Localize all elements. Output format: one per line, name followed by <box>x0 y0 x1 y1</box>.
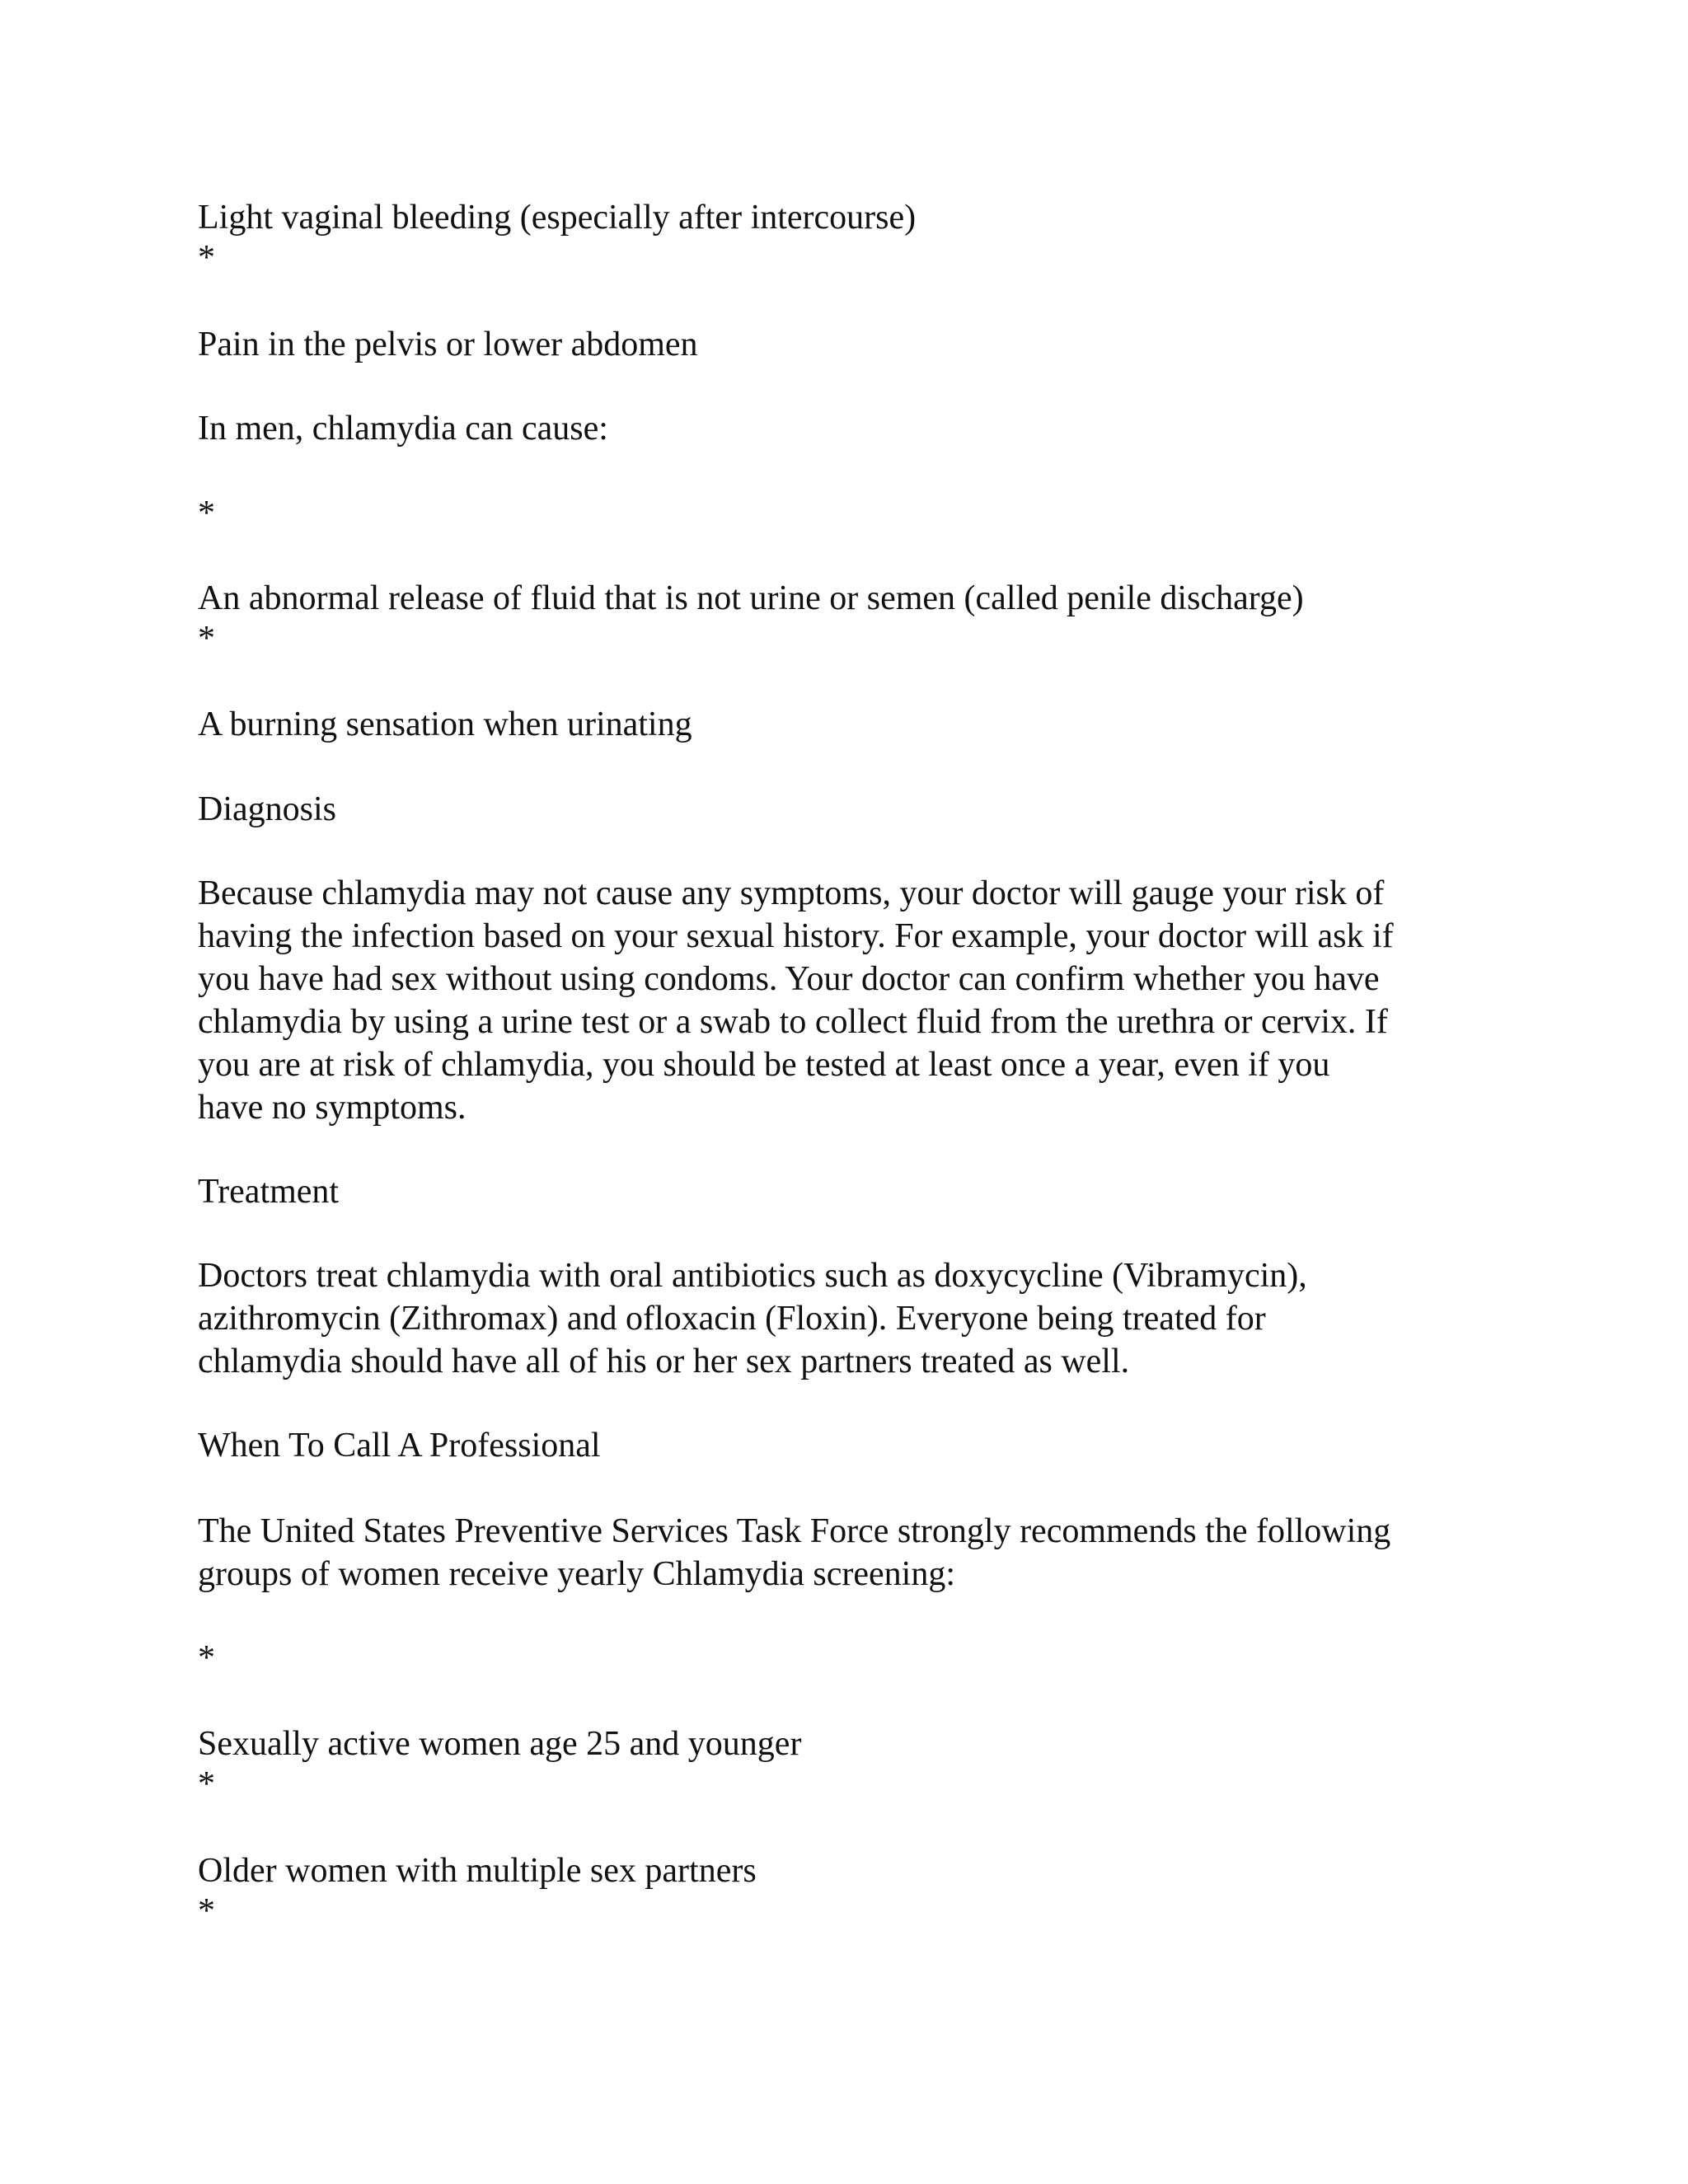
treatment-heading: Treatment <box>198 1173 340 1211</box>
diagnosis-line: you are at risk of chlamydia, you should be tested at least once a year, even if you <box>198 1046 1330 1084</box>
treatment-line: Doctors treat chlamydia with oral antibiotics such as doxycycline (Vibramycin), <box>198 1257 1307 1295</box>
bullet-marker: * <box>198 1765 215 1803</box>
diagnosis-line: have no symptoms. <box>198 1089 467 1127</box>
diagnosis-line: chlamydia by using a urine test or a swab to collect fluid from the urethra or cervix. If <box>198 1003 1388 1041</box>
screening-item-young: Sexually active women age 25 and younger <box>198 1725 802 1763</box>
bullet-marker: * <box>198 1892 215 1930</box>
symptom-item-bleeding: Light vaginal bleeding (especially after intercourse) <box>198 199 917 237</box>
men-symptoms-intro: In men, chlamydia can cause: <box>198 410 608 448</box>
bullet-marker: * <box>198 494 215 532</box>
symptom-item-discharge: An abnormal release of fluid that is not urine or semen (called penile discharge) <box>198 579 1304 617</box>
diagnosis-line: Because chlamydia may not cause any symptoms, your doctor will gauge your risk of <box>198 874 1385 912</box>
diagnosis-paragraph <box>198 872 1394 1129</box>
screening-item-older: Older women with multiple sex partners <box>198 1852 757 1890</box>
diagnosis-heading: Diagnosis <box>198 790 336 828</box>
call-professional-line: groups of women receive yearly Chlamydia screening: <box>198 1555 956 1593</box>
symptom-item-pelvis: Pain in the pelvis or lower abdomen <box>198 326 698 363</box>
bullet-marker: * <box>198 1639 215 1677</box>
call-professional-paragraph <box>198 1510 1390 1596</box>
diagnosis-line: having the infection based on your sexual history. For example, your doctor will ask if <box>198 917 1394 955</box>
treatment-line: azithromycin (Zithromax) and ofloxacin (Floxin). Everyone being treated for <box>198 1300 1266 1338</box>
symptom-item-burning: A burning sensation when urinating <box>198 705 692 743</box>
treatment-paragraph <box>198 1254 1307 1383</box>
call-professional-heading: When To Call A Professional <box>198 1427 601 1465</box>
call-professional-line: The United States Preventive Services Task Force strongly recommends the following <box>198 1512 1391 1550</box>
bullet-marker: * <box>198 620 215 658</box>
bullet-marker: * <box>198 239 215 277</box>
treatment-line: chlamydia should have all of his or her sex partners treated as well. <box>198 1343 1130 1380</box>
diagnosis-line: you have had sex without using condoms. Your doctor can confirm whether you have <box>198 960 1380 998</box>
